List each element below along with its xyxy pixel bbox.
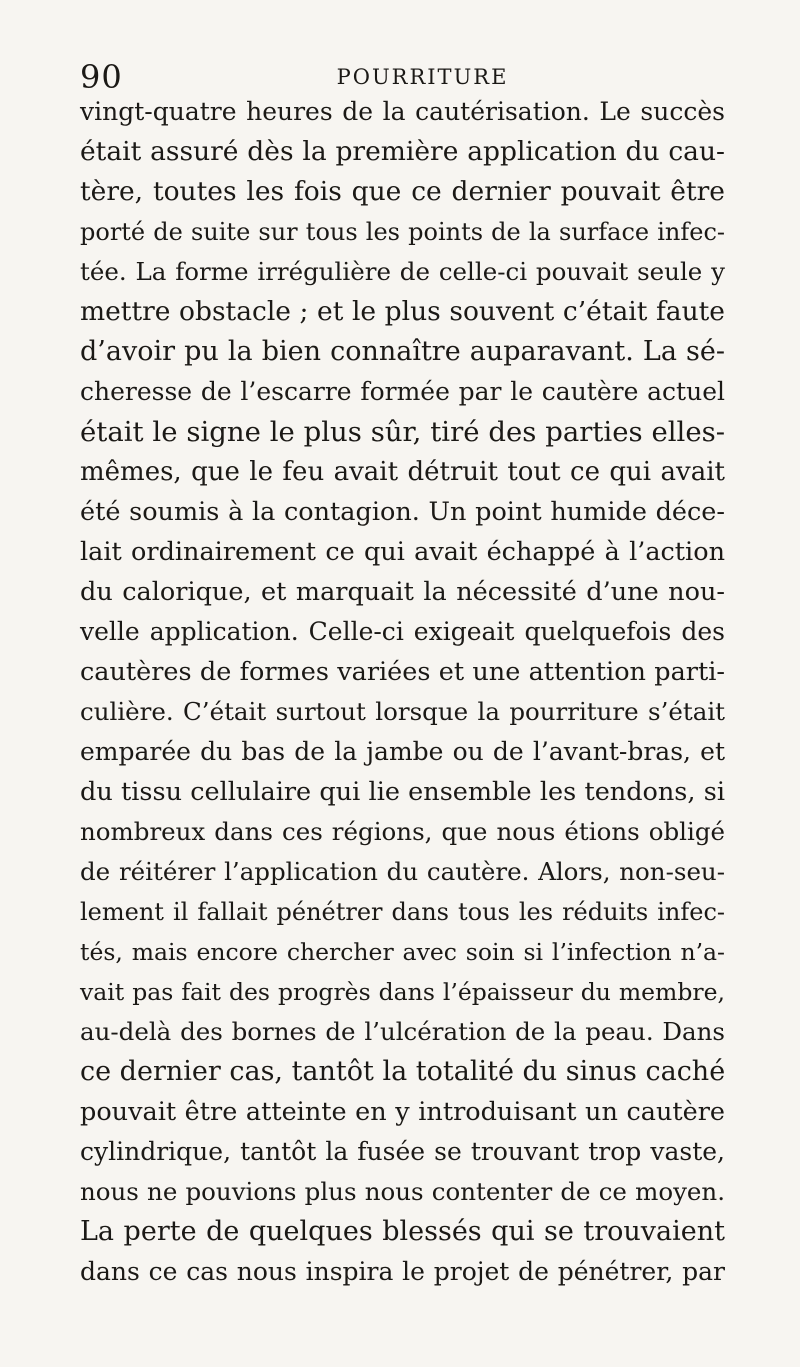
text-line: de réitérer l’application du cautère. Alors, non-seu- [80, 857, 725, 886]
text-line: lait ordinairement ce qui avait échappé à l’action [80, 537, 725, 567]
text-line: mêmes, que le feu avait détruit tout ce qui avait [80, 457, 725, 487]
text-line: nous ne pouvions plus nous contenter de ce moyen. [80, 1177, 725, 1206]
text-line: du tissu cellulaire qui lie ensemble les tendons, si [80, 777, 725, 807]
text-line: cheresse de l’escarre formée par le cautère actuel [80, 377, 725, 406]
text-line: porté de suite sur tous les points de la surface infec- [80, 218, 725, 246]
text-line: velle application. Celle-ci exigeait quelquefois des [80, 617, 725, 646]
text-line: vait pas fait des progrès dans l’épaisseur du membre, [80, 978, 725, 1006]
text-line: mettre obstacle ; et le plus souvent c’était faute [80, 296, 725, 327]
text-line: au-delà des bornes de l’ulcération de la peau. Dans [80, 1017, 725, 1046]
text-line: cautères de formes variées et une attention parti- [80, 657, 725, 687]
text-line: emparée du bas de la jambe ou de l’avant-bras, et [80, 737, 725, 766]
text-line: La perte de quelques blessés qui se trouvaient [80, 1216, 725, 1247]
page-number: 90 [80, 58, 123, 96]
text-line: était assuré dès la première application du cau- [80, 136, 725, 167]
text-line: cylindrique, tantôt la fusée se trouvant trop vaste, [80, 1137, 725, 1166]
text-line: vingt-quatre heures de la cautérisation. Le succès [80, 97, 725, 126]
text-line: nombreux dans ces régions, que nous étions obligé [80, 817, 725, 846]
running-title: POURRITURE [336, 65, 509, 89]
text-line: du calorique, et marquait la nécessité d’une nou- [80, 577, 725, 607]
text-line: était le signe le plus sûr, tiré des parties elles- [80, 416, 725, 448]
text-line: lement il fallait pénétrer dans tous les réduits infec- [80, 898, 725, 926]
text-line: tée. La forme irrégulière de celle-ci pouvait seule y [80, 257, 725, 286]
text-line: tés, mais encore chercher avec soin si l’infection n’a- [80, 938, 725, 966]
body-text [80, 92, 725, 1292]
text-line: pouvait être atteinte en y introduisant un cautère [80, 1097, 725, 1127]
text-line: été soumis à la contagion. Un point humide déce- [80, 497, 725, 527]
text-line: dans ce cas nous inspira le projet de pénétrer, par [80, 1257, 725, 1286]
text-line: ce dernier cas, tantôt la totalité du sinus caché [80, 1056, 726, 1087]
text-line: d’avoir pu la bien connaître auparavant. La sé- [80, 336, 725, 367]
text-line: culière. C’était surtout lorsque la pourriture s’était [80, 697, 725, 726]
text-line: tère, toutes les fois que ce dernier pouvait être [80, 176, 725, 207]
running-head [80, 50, 725, 96]
